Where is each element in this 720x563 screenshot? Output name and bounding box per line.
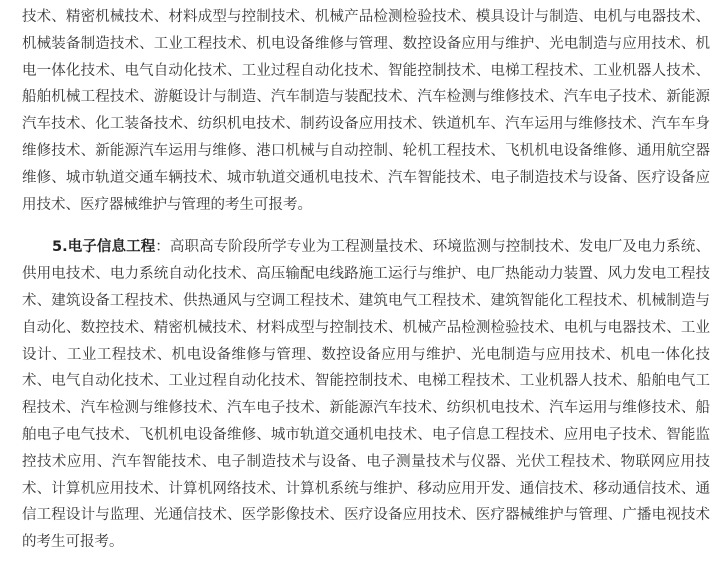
- paragraph-text: 技术、精密机械技术、材料成型与控制技术、机械产品检测检验技术、模具设计与制造、电机与电器技术、机械装备制造技术、工业工程技术、机电设备维修与管理、数控设备应用与维护、光电制造与应用技术、机电一体化技术、电气自动化技术、工业过程自动化技术、智能控制技术、电梯工程技术、工业机器人技术、船舶机械工程技术、游艇设计与制造、汽车制造与装配技术、汽车检测与维修技术、汽车电子技术、新能源汽车技术、化工装备技术、纺织机电技术、制药设备应用技术、铁道机车、汽车运用与维修技术、汽车车身维修技术、新能源汽车运用与维修、港口机械与自动控制、轮机工程技术、飞机机电设备维修、通用航空器维修、城市轨道交通车辆技术、城市轨道交通机电技术、汽车智能技术、电子制造技术与设备、医疗设备应用技术、医疗器械维护与管理的考生可报考。: [22, 9, 710, 213]
- paragraph-electronic-information: [22, 234, 710, 556]
- section-heading: 5.电子信息工程: [52, 239, 156, 256]
- paragraph-text: ：高职高专阶段所学专业为工程测量技术、环境监测与控制技术、发电厂及电力系统、供用电技术、电力系统自动化技术、高压输配电线路施工运行与维护、电厂热能动力装置、风力发电工程技术、建筑设备工程技术、供热通风与空调工程技术、建筑电气工程技术、建筑智能化工程技术、机械制造与自动化、数控技术、精密机械技术、材料成型与控制技术、机械产品检测检验技术、电机与电器技术、工业设计、工业工程技术、机电设备维修与管理、数控设备应用与维护、光电制造与应用技术、机电一体化技术、电气自动化技术、工业过程自动化技术、智能控制技术、电梯工程技术、工业机器人技术、船舶电气工程技术、汽车检测与维修技术、汽车电子技术、新能源汽车技术、纺织机电技术、汽车运用与维修技术、船舶电子电气技术、飞机机电设备维修、城市轨道交通机电技术、电子信息工程技术、应用电子技术、智能监控技术应用、汽车智能技术、电子制造技术与设备、电子测量技术与仪器、光伏工程技术、物联网应用技术、计算机应用技术、计算机网络技术、计算机系统与维护、移动应用开发、通信技术、移动通信技术、通信工程设计与监理、光通信技术、医学影像技术、医疗设备应用技术、医疗器械维护与管理、广播电视技术的考生可报考。: [22, 239, 710, 551]
- paragraph-mechanical-continued: [22, 4, 710, 218]
